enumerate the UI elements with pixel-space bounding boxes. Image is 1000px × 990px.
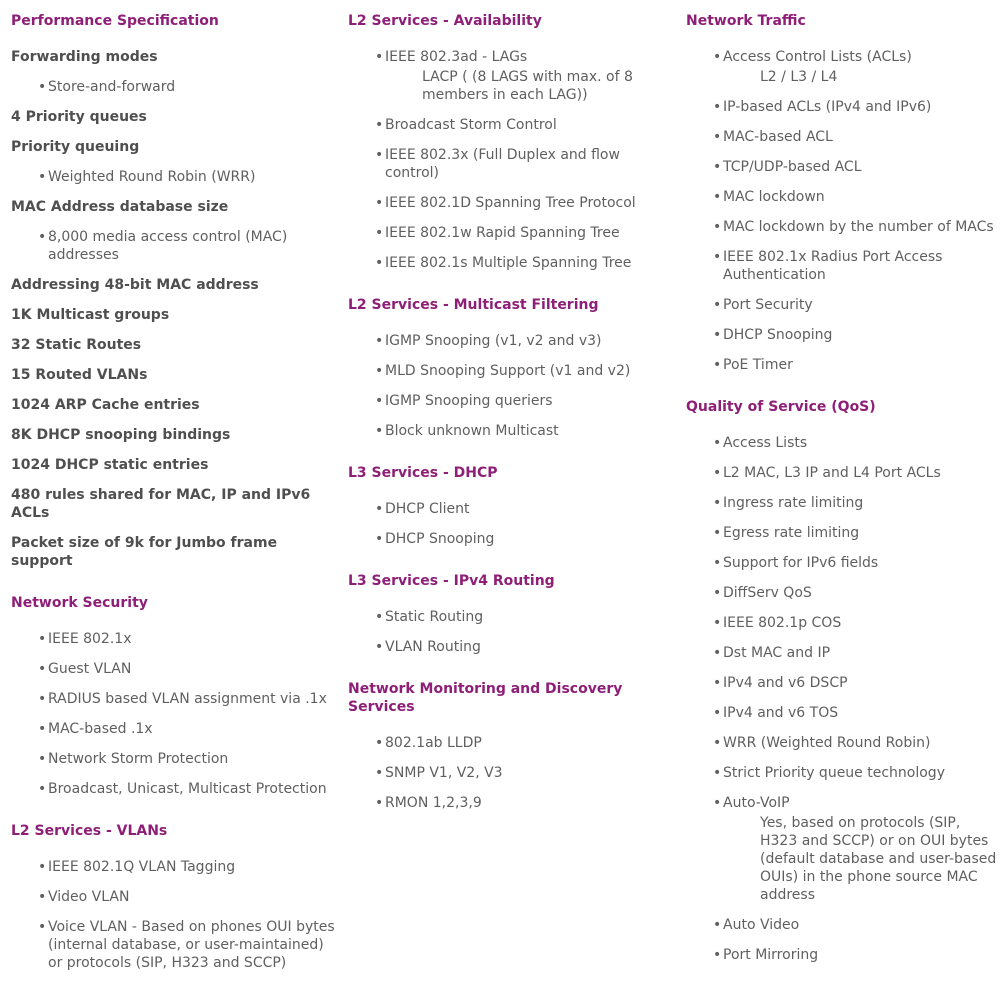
bullet-icon: • bbox=[38, 889, 47, 905]
list-item bbox=[686, 608, 1000, 638]
item-text: Access Control Lists (ACLs) bbox=[723, 49, 912, 65]
spec-heading bbox=[11, 42, 336, 72]
list-item bbox=[348, 218, 678, 248]
bullet-icon: • bbox=[713, 49, 722, 65]
item-text: IEEE 802.3x (Full Duplex and flow control) bbox=[385, 147, 620, 181]
list-item bbox=[11, 714, 336, 744]
item-text: 32 Static Routes bbox=[11, 337, 142, 353]
list-item bbox=[348, 140, 678, 188]
item-text: IEEE 802.1Q VLAN Tagging bbox=[48, 859, 236, 875]
section-performance-specification bbox=[11, 0, 336, 576]
bullet-icon: • bbox=[38, 919, 47, 935]
item-text: DHCP Client bbox=[385, 501, 470, 517]
list-item bbox=[686, 242, 1000, 290]
list-item bbox=[11, 744, 336, 774]
item-text: MAC-based .1x bbox=[48, 721, 153, 737]
item-text: 1024 DHCP static entries bbox=[11, 457, 209, 473]
section-quality-of-service-qos bbox=[686, 380, 1000, 970]
bullet-icon: • bbox=[375, 423, 384, 439]
list-item bbox=[11, 162, 336, 192]
item-text: Block unknown Multicast bbox=[385, 423, 559, 439]
item-text: Auto Video bbox=[723, 917, 800, 933]
item-text: IEEE 802.1x Radius Port Access Authentication bbox=[723, 249, 943, 283]
bullet-icon: • bbox=[713, 495, 722, 511]
list-item bbox=[348, 386, 678, 416]
bullet-icon: • bbox=[38, 169, 47, 185]
list-item bbox=[686, 668, 1000, 698]
item-text: Priority queuing bbox=[11, 139, 140, 155]
bullet-icon: • bbox=[38, 691, 47, 707]
spec-heading bbox=[11, 360, 336, 390]
item-text: MAC Address database size bbox=[11, 199, 229, 215]
item-text: RADIUS based VLAN assignment via .1x bbox=[48, 691, 327, 707]
item-text: DiffServ QoS bbox=[723, 585, 812, 601]
bullet-icon: • bbox=[375, 255, 384, 271]
item-text: Guest VLAN bbox=[48, 661, 132, 677]
list-item bbox=[686, 152, 1000, 182]
item-text: 15 Routed VLANs bbox=[11, 367, 148, 383]
list-item bbox=[348, 42, 678, 72]
list-item bbox=[686, 320, 1000, 350]
bullet-icon: • bbox=[375, 795, 384, 811]
bullet-icon: • bbox=[38, 661, 47, 677]
list-item bbox=[686, 182, 1000, 212]
item-text: PoE Timer bbox=[723, 357, 793, 373]
list-item bbox=[686, 42, 1000, 72]
bullet-icon: • bbox=[375, 363, 384, 379]
bullet-icon: • bbox=[713, 327, 722, 343]
bullet-icon: • bbox=[713, 735, 722, 751]
item-text: IEEE 802.1D Spanning Tree Protocol bbox=[385, 195, 636, 211]
list-item bbox=[11, 222, 336, 270]
bullet-icon: • bbox=[713, 249, 722, 265]
list-item bbox=[686, 548, 1000, 578]
item-text: Dst MAC and IP bbox=[723, 645, 831, 661]
spec-heading bbox=[11, 420, 336, 450]
item-text: IEEE 802.1p COS bbox=[723, 615, 842, 631]
item-text: IEEE 802.1w Rapid Spanning Tree bbox=[385, 225, 620, 241]
list-item bbox=[11, 882, 336, 912]
list-item bbox=[686, 290, 1000, 320]
item-text: 802.1ab LLDP bbox=[385, 735, 482, 751]
item-text: IEEE 802.1x bbox=[48, 631, 132, 647]
item-text: Support for IPv6 fields bbox=[723, 555, 879, 571]
list-item bbox=[11, 654, 336, 684]
list-item bbox=[686, 910, 1000, 940]
item-text: MLD Snooping Support (v1 and v2) bbox=[385, 363, 631, 379]
bullet-icon: • bbox=[375, 639, 384, 655]
item-text: L2 MAC, L3 IP and L4 Port ACLs bbox=[723, 465, 941, 481]
item-text: WRR (Weighted Round Robin) bbox=[723, 735, 931, 751]
column-1 bbox=[11, 0, 336, 978]
list-item bbox=[686, 728, 1000, 758]
item-text: IEEE 802.1s Multiple Spanning Tree bbox=[385, 255, 632, 271]
bullet-icon: • bbox=[38, 751, 47, 767]
bullet-icon: • bbox=[375, 765, 384, 781]
list-item bbox=[348, 110, 678, 140]
item-text: Packet size of 9k for Jumbo frame support bbox=[11, 535, 278, 569]
bullet-icon: • bbox=[713, 435, 722, 451]
spec-heading bbox=[11, 450, 336, 480]
list-item bbox=[348, 632, 678, 662]
section-title: Performance Specification bbox=[11, 13, 219, 29]
item-text: Port Security bbox=[723, 297, 813, 313]
item-text: 480 rules shared for MAC, IP and IPv6 ACLs bbox=[11, 487, 311, 521]
item-text: Egress rate limiting bbox=[723, 525, 860, 541]
item-text: Weighted Round Robin (WRR) bbox=[48, 169, 256, 185]
item-text: SNMP V1, V2, V3 bbox=[385, 765, 503, 781]
bullet-icon: • bbox=[375, 735, 384, 751]
item-text: Auto-VoIP bbox=[723, 795, 790, 811]
list-item bbox=[348, 788, 678, 818]
bullet-icon: • bbox=[375, 393, 384, 409]
item-note: LACP ( (8 LAGS with max. of 8 members in each LAG)) bbox=[422, 69, 633, 103]
bullet-icon: • bbox=[375, 225, 384, 241]
list-item bbox=[686, 940, 1000, 970]
column-3 bbox=[686, 0, 1000, 970]
item-text: Access Lists bbox=[723, 435, 808, 451]
section-title: Network Monitoring and Discovery Services bbox=[348, 681, 623, 715]
spec-heading bbox=[11, 480, 336, 528]
list-item bbox=[348, 356, 678, 386]
item-note: L2 / L3 / L4 bbox=[760, 69, 838, 85]
list-item bbox=[348, 188, 678, 218]
bullet-icon: • bbox=[713, 917, 722, 933]
section-network-security bbox=[11, 576, 336, 804]
item-text: 8,000 media access control (MAC) addresses bbox=[48, 229, 288, 263]
section-l2-services-multicast-filtering bbox=[348, 278, 678, 446]
list-item bbox=[11, 624, 336, 654]
item-text: Store-and-forward bbox=[48, 79, 176, 95]
bullet-icon: • bbox=[375, 501, 384, 517]
item-text: IGMP Snooping (v1, v2 and v3) bbox=[385, 333, 602, 349]
bullet-icon: • bbox=[375, 195, 384, 211]
section-title: L3 Services - IPv4 Routing bbox=[348, 573, 555, 589]
list-item bbox=[348, 416, 678, 446]
bullet-icon: • bbox=[713, 129, 722, 145]
item-text: Video VLAN bbox=[48, 889, 130, 905]
bullet-icon: • bbox=[713, 585, 722, 601]
item-text: TCP/UDP-based ACL bbox=[723, 159, 862, 175]
bullet-icon: • bbox=[713, 297, 722, 313]
spec-heading bbox=[11, 102, 336, 132]
bullet-icon: • bbox=[375, 147, 384, 163]
list-item bbox=[11, 684, 336, 714]
bullet-icon: • bbox=[375, 609, 384, 625]
section-l2-services-vlans bbox=[11, 804, 336, 978]
bullet-icon: • bbox=[713, 357, 722, 373]
item-text: Ingress rate limiting bbox=[723, 495, 864, 511]
item-text: 1K Multicast groups bbox=[11, 307, 170, 323]
list-item bbox=[11, 774, 336, 804]
bullet-icon: • bbox=[713, 765, 722, 781]
list-item bbox=[348, 728, 678, 758]
item-note: Yes, based on protocols (SIP, H323 and SCCP) or on OUI bytes (default database and user-based OUIs) in the phone source MAC address bbox=[760, 815, 997, 903]
section-title: Network Security bbox=[11, 595, 148, 611]
bullet-icon: • bbox=[713, 465, 722, 481]
list-item bbox=[686, 758, 1000, 788]
item-text: Addressing 48-bit MAC address bbox=[11, 277, 259, 293]
item-text: RMON 1,2,3,9 bbox=[385, 795, 482, 811]
list-item bbox=[11, 912, 336, 978]
bullet-icon: • bbox=[375, 117, 384, 133]
spec-heading bbox=[11, 528, 336, 576]
list-item bbox=[348, 494, 678, 524]
list-item bbox=[348, 248, 678, 278]
list-item bbox=[11, 852, 336, 882]
list-item bbox=[686, 212, 1000, 242]
section-title: Quality of Service (QoS) bbox=[686, 399, 876, 415]
section-network-monitoring-and-discovery-services bbox=[348, 662, 678, 818]
item-text: Broadcast Storm Control bbox=[385, 117, 557, 133]
item-text: Forwarding modes bbox=[11, 49, 158, 65]
bullet-icon: • bbox=[713, 947, 722, 963]
list-item bbox=[11, 72, 336, 102]
bullet-icon: • bbox=[713, 99, 722, 115]
item-text: Voice VLAN - Based on phones OUI bytes (internal database, or user-maintained) or protocols (SIP, H323 and SCCP) bbox=[48, 919, 335, 971]
item-text: Strict Priority queue technology bbox=[723, 765, 945, 781]
item-text: IEEE 802.3ad - LAGs bbox=[385, 49, 528, 65]
bullet-icon: • bbox=[713, 219, 722, 235]
item-text: Static Routing bbox=[385, 609, 484, 625]
list-item bbox=[348, 326, 678, 356]
bullet-icon: • bbox=[713, 615, 722, 631]
bullet-icon: • bbox=[713, 159, 722, 175]
section-l2-services-availability bbox=[348, 0, 678, 278]
bullet-icon: • bbox=[38, 859, 47, 875]
bullet-icon: • bbox=[713, 705, 722, 721]
list-item bbox=[686, 518, 1000, 548]
bullet-icon: • bbox=[713, 189, 722, 205]
spec-heading bbox=[11, 390, 336, 420]
item-text: IPv4 and v6 TOS bbox=[723, 705, 839, 721]
column-2 bbox=[348, 0, 678, 818]
item-text: DHCP Snooping bbox=[385, 531, 495, 547]
item-text: Broadcast, Unicast, Multicast Protection bbox=[48, 781, 327, 797]
bullet-icon: • bbox=[375, 531, 384, 547]
bullet-icon: • bbox=[375, 333, 384, 349]
bullet-icon: • bbox=[38, 721, 47, 737]
bullet-icon: • bbox=[38, 229, 47, 245]
section-title: L2 Services - Multicast Filtering bbox=[348, 297, 599, 313]
item-text: MAC lockdown bbox=[723, 189, 825, 205]
bullet-icon: • bbox=[38, 781, 47, 797]
section-title: L2 Services - Availability bbox=[348, 13, 542, 29]
section-l3-services-ipv4-routing bbox=[348, 554, 678, 662]
list-item bbox=[348, 758, 678, 788]
list-item bbox=[686, 92, 1000, 122]
item-text: 1024 ARP Cache entries bbox=[11, 397, 200, 413]
item-text: 4 Priority queues bbox=[11, 109, 147, 125]
item-text: MAC-based ACL bbox=[723, 129, 833, 145]
section-title: Network Traffic bbox=[686, 13, 806, 29]
spec-heading bbox=[11, 330, 336, 360]
item-text: IP-based ACLs (IPv4 and IPv6) bbox=[723, 99, 932, 115]
section-title: L2 Services - VLANs bbox=[11, 823, 168, 839]
spec-heading bbox=[11, 270, 336, 300]
spec-heading bbox=[11, 132, 336, 162]
list-item bbox=[686, 788, 1000, 818]
list-item bbox=[686, 578, 1000, 608]
bullet-icon: • bbox=[375, 49, 384, 65]
item-text: IPv4 and v6 DSCP bbox=[723, 675, 848, 691]
bullet-icon: • bbox=[38, 631, 47, 647]
item-text: Network Storm Protection bbox=[48, 751, 229, 767]
item-text: DHCP Snooping bbox=[723, 327, 833, 343]
list-item bbox=[348, 602, 678, 632]
section-network-traffic bbox=[686, 0, 1000, 380]
list-item bbox=[686, 350, 1000, 380]
item-text: Port Mirroring bbox=[723, 947, 819, 963]
item-text: VLAN Routing bbox=[385, 639, 481, 655]
spec-heading bbox=[11, 300, 336, 330]
list-item bbox=[686, 698, 1000, 728]
list-item bbox=[686, 638, 1000, 668]
bullet-icon: • bbox=[713, 675, 722, 691]
item-text: 8K DHCP snooping bindings bbox=[11, 427, 231, 443]
list-item bbox=[348, 524, 678, 554]
list-item bbox=[686, 428, 1000, 458]
list-item bbox=[686, 122, 1000, 152]
spec-heading bbox=[11, 192, 336, 222]
bullet-icon: • bbox=[713, 525, 722, 541]
bullet-icon: • bbox=[38, 79, 47, 95]
bullet-icon: • bbox=[713, 555, 722, 571]
item-text: IGMP Snooping queriers bbox=[385, 393, 553, 409]
item-text: MAC lockdown by the number of MACs bbox=[723, 219, 994, 235]
section-l3-services-dhcp bbox=[348, 446, 678, 554]
list-item bbox=[686, 488, 1000, 518]
section-title: L3 Services - DHCP bbox=[348, 465, 498, 481]
bullet-icon: • bbox=[713, 795, 722, 811]
bullet-icon: • bbox=[713, 645, 722, 661]
list-item bbox=[686, 458, 1000, 488]
